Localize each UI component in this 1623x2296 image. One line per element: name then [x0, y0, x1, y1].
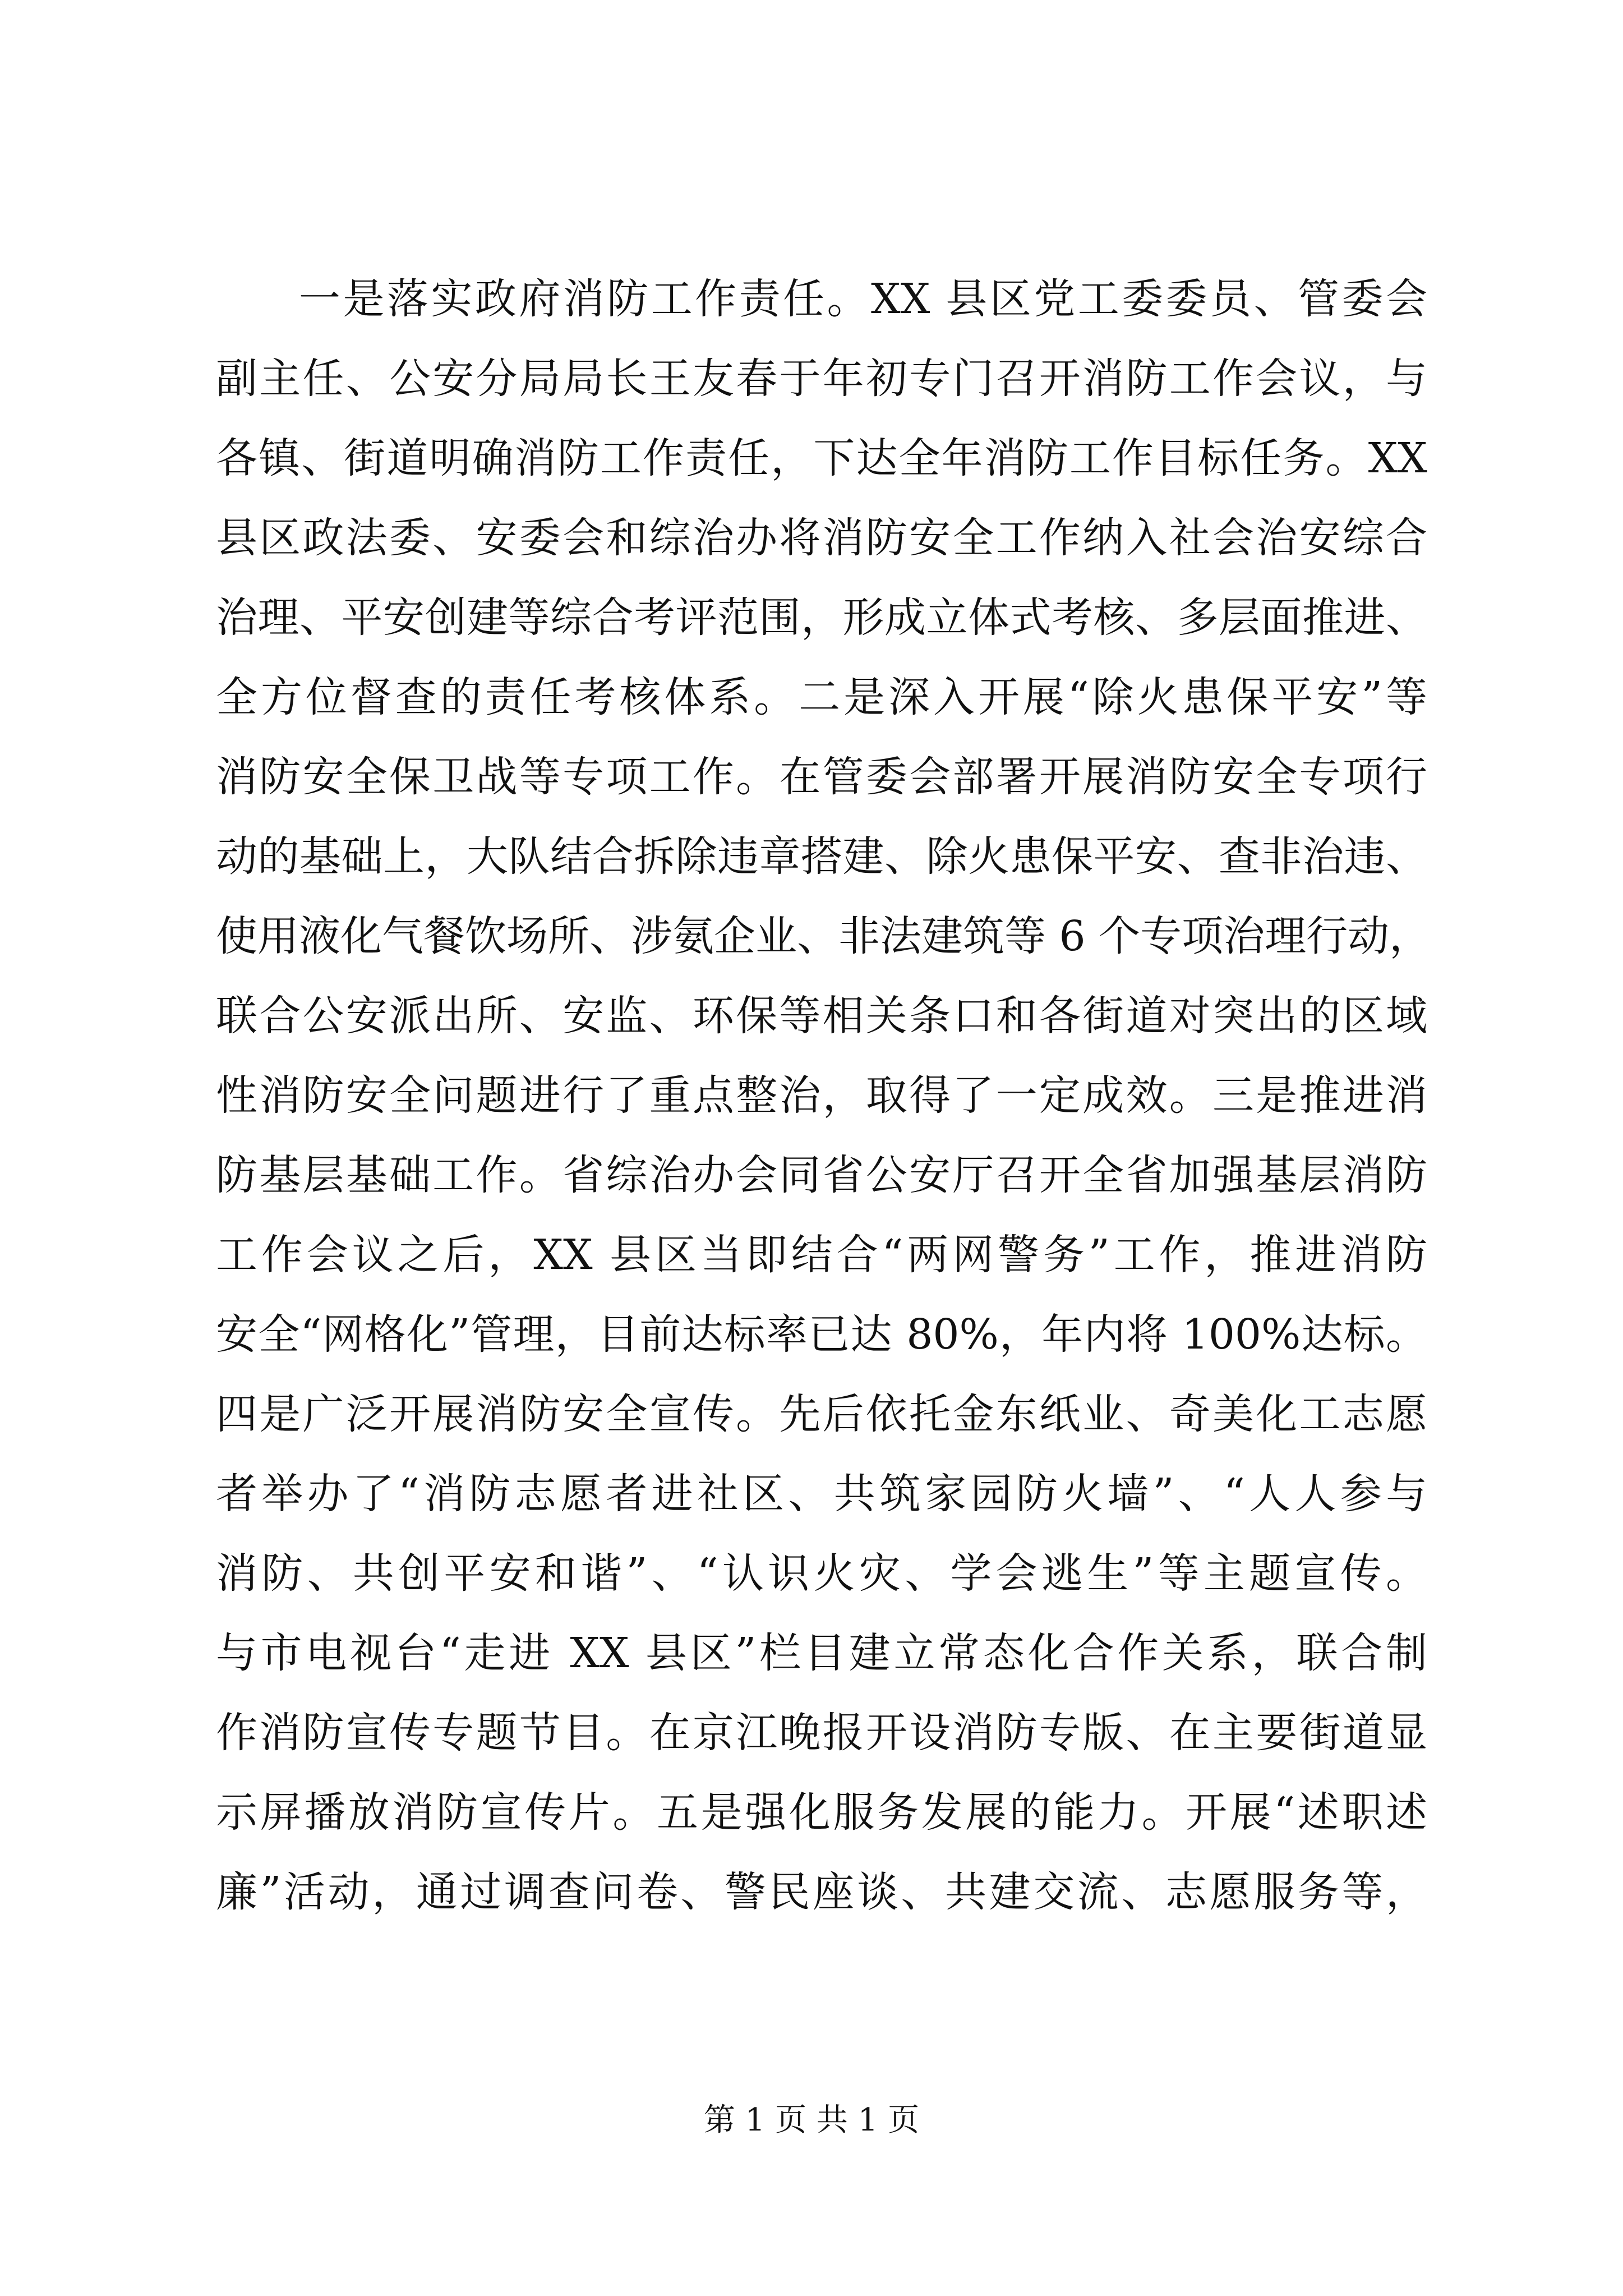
text-line: 廉”活动，通过调查问卷、警民座谈、共建交流、志愿服务等， [216, 1868, 1427, 1916]
text-line: 工作会议之后，XX 县区当即结合“两网警务”工作，推进消防 [216, 1231, 1427, 1279]
text-line: 者举办了“消防志愿者进社区、共筑家园防火墙”、“人人参与 [216, 1470, 1427, 1518]
body-paragraph [216, 259, 1431, 1932]
text-line: 消防、共创平安和谐”、“认识火灾、学会逃生”等主题宣传。 [216, 1549, 1427, 1598]
text-line: 作消防宣传专题节目。在京江晚报开设消防专版、在主要街道显 [216, 1709, 1427, 1757]
text-line: 消防安全保卫战等专项工作。在管委会部署开展消防安全专项行 [216, 753, 1427, 801]
text-line: 各镇、街道明确消防工作责任，下达全年消防工作目标任务。XX [216, 434, 1427, 482]
text-line: 使用液化气餐饮场所、涉氨企业、非法建筑等 6 个专项治理行动， [216, 912, 1431, 960]
text-line: 四是广泛开展消防安全宣传。先后依托金东纸业、奇美化工志愿 [216, 1390, 1427, 1438]
text-line: 副主任、公安分局局长王友春于年初专门召开消防工作会议，与 [216, 355, 1427, 403]
text-line: 全方位督查的责任考核体系。二是深入开展“除火患保平安”等 [216, 673, 1427, 721]
text-line: 县区政法委、安委会和综治办将消防安全工作纳入社会治安综合 [216, 514, 1427, 562]
text-line: 联合公安派出所、安监、环保等相关条口和各街道对突出的区域 [216, 992, 1427, 1040]
page-number-footer: 第 1 页 共 1 页 [703, 2102, 920, 2138]
text-line: 示屏播放消防宣传片。五是强化服务发展的能力。开展“述职述 [216, 1788, 1427, 1837]
text-line: 性消防安全问题进行了重点整治，取得了一定成效。三是推进消 [216, 1071, 1427, 1120]
text-line: 动的基础上，大队结合拆除违章搭建、除火患保平安、查非治违、 [216, 832, 1427, 881]
text-line: 一是落实政府消防工作责任。XX 县区党工委委员、管委会 [299, 275, 1427, 323]
text-line: 与市电视台“走进 XX 县区”栏目建立常态化合作关系，联合制 [216, 1629, 1427, 1677]
text-line: 治理、平安创建等综合考评范围，形成立体式考核、多层面推进、 [216, 593, 1427, 642]
text-line: 安全“网格化”管理，目前达标率已达 80%，年内将 100%达标。 [216, 1310, 1427, 1359]
text-line: 防基层基础工作。省综治办会同省公安厅召开全省加强基层消防 [216, 1151, 1427, 1199]
